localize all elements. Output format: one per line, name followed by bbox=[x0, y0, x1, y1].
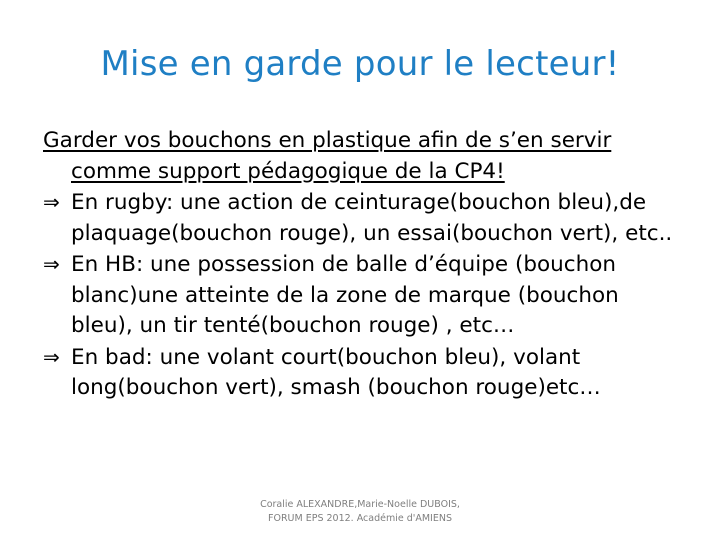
bullet-text: En bad: une volant court(bouchon bleu), volant long(bouchon vert), smash (bouchon rouge)etc… bbox=[71, 344, 601, 400]
footer bbox=[0, 498, 720, 526]
double-arrow-right-icon: ⇒ bbox=[43, 190, 60, 214]
bullet-badminton bbox=[43, 342, 683, 404]
bullet-handball bbox=[43, 249, 683, 342]
intro-text: Garder vos bouchons en plastique afin de s’en servir comme support pédagogique de la CP4! bbox=[43, 128, 612, 184]
double-arrow-right-icon: ⇒ bbox=[43, 344, 60, 369]
slide-body bbox=[43, 126, 683, 404]
slide-title: Mise en garde pour le lecteur! bbox=[100, 44, 620, 84]
bullet-text: En rugby: une action de ceinturage(bouchon bleu),de plaquage(bouchon rouge), un essai(bouchon vert), etc.. bbox=[71, 190, 673, 246]
bullet-text: En HB: une possession de balle d’équipe (bouchon blanc)une atteinte de la zone de marque (bouchon bleu), un tir tenté(bouchon rouge) , etc… bbox=[71, 252, 619, 338]
footer-event: FORUM EPS 2012. Académie d'AMIENS bbox=[268, 513, 452, 524]
bullet-rugby bbox=[43, 187, 683, 249]
double-arrow-right-icon: ⇒ bbox=[43, 252, 60, 276]
footer-authors: Coralie ALEXANDRE,Marie-Noelle DUBOIS, bbox=[260, 499, 460, 510]
